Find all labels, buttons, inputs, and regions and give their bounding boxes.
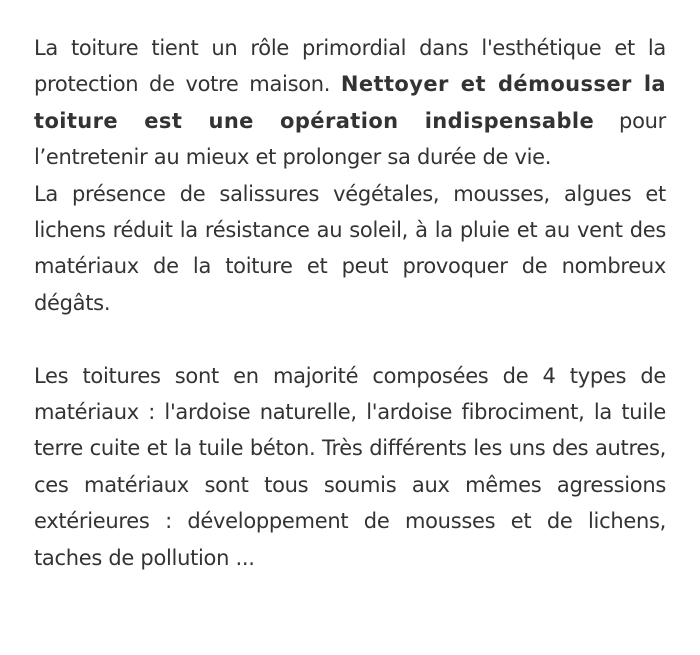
paragraph-materials: Les toitures sont en majorité composées de 4 types de matériaux : l'ardoise naturelle, l'ardoise fibrociment, la tuile terre cuite et la tuile béton. Très différents les uns des autres, ces matériaux sont tous soumis aux mêmes agressions extérieures : développement de mousses et de lichens, taches de pollution ... — [34, 363, 666, 570]
intro-text: La toiture tient un rôle primordial dans l'esthétique et la protection de votre maison. — [34, 36, 666, 97]
article-body — [34, 30, 666, 576]
paragraph-intro — [34, 30, 666, 176]
intro-bold-text: Nettoyer et démousser la toiture est une opération indispensable — [34, 72, 666, 133]
paragraph-spacer — [34, 321, 666, 357]
paragraph-vegetation: La présence de salissures végétales, mousses, algues et lichens réduit la résistance au soleil, à la pluie et au vent des matériaux de la toiture et peut provoquer de nombreux dégâts. — [34, 181, 666, 315]
intro-outro-text: pour l’entretenir au mieux et prolonger sa durée de vie. — [34, 108, 666, 170]
